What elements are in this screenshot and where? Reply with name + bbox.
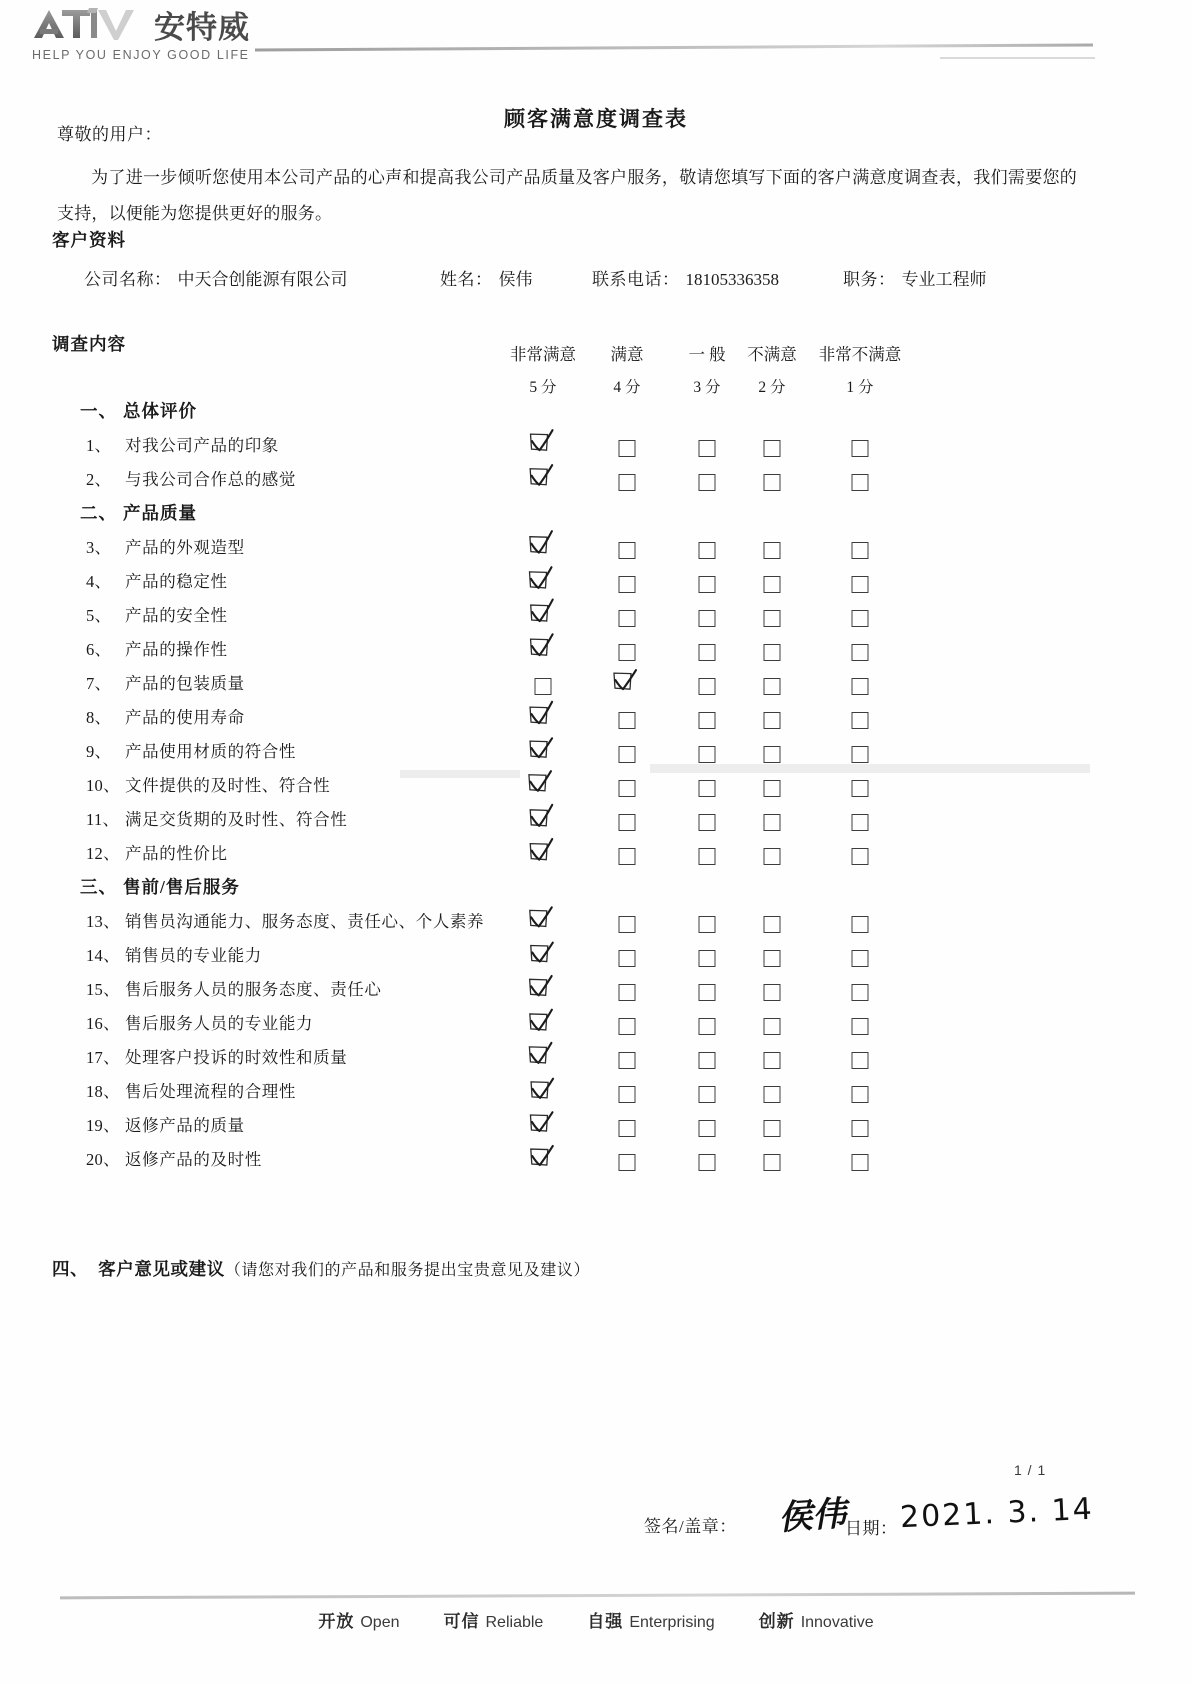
checkbox-empty[interactable] [852, 712, 869, 729]
scale-label-5: 非常不满意 [818, 345, 902, 364]
checkbox-empty[interactable] [619, 1052, 636, 1069]
checkbox-empty[interactable] [764, 746, 781, 763]
checkbox-checked[interactable] [525, 700, 561, 732]
field-contact-name-label: 姓名： [440, 270, 493, 289]
header-divider-secondary [940, 57, 1095, 59]
checkbox-empty[interactable] [619, 780, 636, 797]
checkbox-checked[interactable] [525, 598, 561, 630]
field-phone [592, 265, 779, 290]
field-job-title [843, 265, 987, 290]
intro-paragraph [57, 160, 1077, 232]
question-number: 10、 [86, 776, 120, 795]
checkbox-empty[interactable] [619, 542, 636, 559]
question-number: 5、 [86, 606, 112, 625]
question-number: 15、 [86, 980, 120, 999]
survey-group-title: 总体评价 [123, 401, 197, 421]
question-number: 16、 [86, 1014, 120, 1033]
question-text: 产品的稳定性 [125, 572, 228, 591]
checkbox-empty[interactable] [619, 746, 636, 763]
survey-question-row [0, 602, 1192, 636]
comments-section-title: 客户意见或建议 [98, 1259, 225, 1279]
question-number: 20、 [86, 1150, 120, 1169]
customer-info-row [0, 265, 1192, 293]
survey-question-row [0, 806, 1192, 840]
footer-item-cn: 自强 [587, 1612, 624, 1631]
checkbox-empty[interactable] [699, 712, 716, 729]
checkbox-empty[interactable] [764, 576, 781, 593]
survey-question-row [0, 1044, 1192, 1078]
survey-question-row [0, 1146, 1192, 1180]
logo-chinese-name: 安特威 [154, 10, 250, 46]
checkbox-empty[interactable] [699, 746, 716, 763]
checkbox-empty[interactable] [699, 916, 716, 933]
question-text: 对我公司产品的印象 [125, 436, 279, 455]
checkbox-empty[interactable] [619, 610, 636, 627]
survey-section-heading: 调查内容 [52, 334, 126, 354]
survey-question-row [0, 704, 1192, 738]
survey-question-row [0, 670, 1192, 704]
question-text: 满足交货期的及时性、符合性 [125, 810, 348, 829]
question-number: 19、 [86, 1116, 120, 1135]
checkbox-checked[interactable] [525, 938, 561, 970]
footer-divider [60, 1592, 1135, 1600]
survey-question-row [0, 1112, 1192, 1146]
question-number: 11、 [86, 810, 120, 829]
checkbox-empty[interactable] [619, 1120, 636, 1137]
question-text: 产品的操作性 [125, 640, 228, 659]
question-text: 产品的使用寿命 [125, 708, 245, 727]
survey-question-row [0, 908, 1192, 942]
checkbox-checked[interactable] [525, 836, 561, 868]
checkbox-empty[interactable] [852, 780, 869, 797]
question-number: 8、 [86, 708, 112, 727]
comments-section-hint: （请您对我们的产品和服务提出宝贵意见及建议） [224, 1262, 591, 1279]
survey-question-row [0, 942, 1192, 976]
checkbox-empty[interactable] [764, 916, 781, 933]
scan-artifact [650, 764, 1090, 773]
survey-group-number: 三、 [80, 877, 117, 897]
question-number: 12、 [86, 844, 120, 863]
question-number: 7、 [86, 674, 112, 693]
survey-question-row [0, 568, 1192, 602]
checkbox-checked[interactable] [525, 1006, 561, 1038]
question-text: 产品的包装质量 [125, 674, 245, 693]
checkbox-empty[interactable] [764, 644, 781, 661]
checkbox-empty[interactable] [699, 644, 716, 661]
checkbox-checked[interactable] [525, 734, 561, 766]
survey-group-title: 产品质量 [123, 503, 197, 523]
survey-question-row [0, 636, 1192, 670]
checkbox-checked[interactable] [525, 972, 561, 1004]
scale-point-3: 3 分 [693, 379, 721, 396]
question-text: 产品的性价比 [125, 844, 228, 863]
checkbox-empty[interactable] [699, 1154, 716, 1171]
question-text: 与我公司合作总的感觉 [125, 470, 296, 489]
survey-question-row [0, 772, 1192, 806]
scale-point-2: 4 分 [613, 379, 641, 396]
question-text: 销售员的专业能力 [125, 946, 262, 965]
scale-label-3: 一 般 [688, 345, 726, 364]
checkbox-empty[interactable] [764, 678, 781, 695]
checkbox-empty[interactable] [764, 814, 781, 831]
page-title: 顾客满意度调查表 [504, 107, 688, 131]
scale-label-4: 不满意 [747, 345, 797, 364]
checkbox-empty[interactable] [852, 644, 869, 661]
checkbox-checked[interactable] [525, 768, 561, 800]
question-text: 产品使用材质的符合性 [125, 742, 296, 761]
survey-question-row [0, 1078, 1192, 1112]
checkbox-empty[interactable] [619, 1018, 636, 1035]
checkbox-empty[interactable] [619, 848, 636, 865]
checkbox-empty[interactable] [699, 984, 716, 1001]
checkbox-empty[interactable] [852, 678, 869, 695]
checkbox-empty[interactable] [852, 984, 869, 1001]
survey-question-row [0, 976, 1192, 1010]
checkbox-empty[interactable] [699, 1120, 716, 1137]
checkbox-empty[interactable] [764, 848, 781, 865]
checkbox-checked[interactable] [525, 632, 561, 664]
footer-item-en: Open [360, 1614, 400, 1631]
question-number: 4、 [86, 572, 112, 591]
checkbox-empty[interactable] [699, 610, 716, 627]
survey-group-1 [0, 398, 1192, 432]
checkbox-empty[interactable] [619, 984, 636, 1001]
comments-section-heading [52, 1256, 590, 1281]
question-text: 返修产品的及时性 [125, 1150, 262, 1169]
checkbox-empty[interactable] [699, 440, 716, 457]
signature-value[interactable]: 侯伟 [776, 1493, 848, 1539]
scale-point-4: 2 分 [758, 379, 786, 396]
checkbox-empty[interactable] [764, 780, 781, 797]
checkbox-empty[interactable] [852, 950, 869, 967]
checkbox-checked[interactable] [525, 1040, 561, 1072]
question-text: 售后处理流程的合理性 [125, 1082, 296, 1101]
scan-artifact [400, 770, 520, 778]
scale-label-row [0, 341, 1192, 367]
checkbox-empty[interactable] [764, 610, 781, 627]
checkbox-empty[interactable] [699, 1052, 716, 1069]
question-number: 17、 [86, 1048, 120, 1067]
question-text: 处理客户投诉的时效性和质量 [125, 1048, 348, 1067]
field-company-label: 公司名称： [84, 270, 172, 289]
company-logo [32, 4, 262, 62]
checkbox-checked[interactable] [525, 1142, 561, 1174]
checkbox-empty[interactable] [764, 1120, 781, 1137]
survey-question-list [0, 398, 1192, 1180]
question-number: 14、 [86, 946, 120, 965]
checkbox-empty[interactable] [852, 1154, 869, 1171]
survey-group-number: 一、 [80, 401, 117, 421]
comments-input-area[interactable] [60, 1295, 1120, 1475]
signature-label: 签名/盖章： [644, 1517, 737, 1536]
checkbox-empty[interactable] [619, 440, 636, 457]
page-header [0, 0, 1192, 78]
checkbox-empty[interactable] [852, 1120, 869, 1137]
scale-point-1: 5 分 [529, 379, 557, 396]
footer-item-cn: 创新 [758, 1612, 795, 1631]
checkbox-empty[interactable] [764, 440, 781, 457]
checkbox-empty[interactable] [699, 780, 716, 797]
footer-item-en: Reliable [485, 1614, 544, 1631]
question-text: 产品的安全性 [125, 606, 228, 625]
comments-section-num: 四、 [52, 1259, 89, 1279]
salutation: 尊敬的用户： [57, 125, 162, 144]
scale-point-5: 1 分 [846, 379, 874, 396]
checkbox-empty[interactable] [764, 984, 781, 1001]
checkbox-empty[interactable] [852, 848, 869, 865]
field-contact-name-value[interactable]: 侯伟 [498, 270, 533, 289]
checkbox-empty[interactable] [852, 814, 869, 831]
footer-item-cn: 可信 [443, 1612, 480, 1631]
scale-label-2: 满意 [610, 345, 644, 364]
checkbox-checked[interactable] [525, 1074, 561, 1106]
checkbox-empty[interactable] [764, 950, 781, 967]
checkbox-empty[interactable] [699, 474, 716, 491]
checkbox-empty[interactable] [699, 678, 716, 695]
page-footer [0, 1607, 1192, 1632]
survey-group-3 [0, 874, 1192, 908]
question-text: 售后服务人员的专业能力 [125, 1014, 314, 1033]
field-company-value[interactable]: 中天合创能源有限公司 [177, 270, 348, 289]
question-number: 13、 [86, 912, 120, 931]
field-contact-name [440, 265, 533, 290]
checkbox-empty[interactable] [619, 1154, 636, 1171]
checkbox-empty[interactable] [699, 576, 716, 593]
footer-item-3 [587, 1607, 714, 1632]
question-text: 销售员沟通能力、服务态度、责任心、个人素养 [125, 912, 485, 931]
checkbox-empty[interactable] [764, 542, 781, 559]
checkbox-checked[interactable] [525, 904, 561, 936]
survey-question-row [0, 1010, 1192, 1044]
checkbox-empty[interactable] [852, 576, 869, 593]
question-number: 9、 [86, 742, 112, 761]
footer-item-cn: 开放 [318, 1612, 355, 1631]
footer-item-2 [444, 1607, 544, 1632]
footer-item-en: Innovative [800, 1614, 874, 1631]
checkbox-empty[interactable] [619, 950, 636, 967]
checkbox-checked[interactable] [609, 666, 645, 698]
checkbox-checked[interactable] [525, 530, 561, 562]
question-text: 售后服务人员的服务态度、责任心 [125, 980, 382, 999]
checkbox-empty[interactable] [852, 916, 869, 933]
field-job-title-label: 职务： [843, 270, 896, 289]
question-text: 返修产品的质量 [125, 1116, 245, 1135]
checkbox-checked[interactable] [525, 802, 561, 834]
checkbox-empty[interactable] [619, 1086, 636, 1103]
checkbox-empty[interactable] [699, 950, 716, 967]
checkbox-checked[interactable] [525, 1108, 561, 1140]
checkbox-empty[interactable] [619, 814, 636, 831]
logo-tagline: HELP YOU ENJOY GOOD LIFE [32, 48, 250, 62]
checkbox-empty[interactable] [699, 814, 716, 831]
checkbox-empty[interactable] [852, 1086, 869, 1103]
checkbox-empty[interactable] [764, 1052, 781, 1069]
question-number: 1、 [86, 436, 112, 455]
header-divider [255, 43, 1093, 51]
field-job-title-value[interactable]: 专业工程师 [901, 270, 987, 289]
checkbox-empty[interactable] [764, 1086, 781, 1103]
footer-item-en: Enterprising [629, 1614, 715, 1631]
question-text: 文件提供的及时性、符合性 [125, 776, 331, 795]
ativ-logo-icon [32, 4, 144, 44]
page-number: 1 / 1 [1014, 1462, 1047, 1478]
checkbox-empty[interactable] [699, 542, 716, 559]
checkbox-empty[interactable] [619, 576, 636, 593]
checkbox-empty[interactable] [852, 1052, 869, 1069]
checkbox-empty[interactable] [699, 1018, 716, 1035]
checkbox-empty[interactable] [619, 644, 636, 661]
checkbox-empty[interactable] [852, 542, 869, 559]
question-number: 2、 [86, 470, 112, 489]
footer-item-1 [318, 1607, 399, 1632]
question-text: 产品的外观造型 [125, 538, 245, 557]
checkbox-empty[interactable] [764, 1154, 781, 1171]
survey-group-number: 二、 [80, 503, 117, 523]
survey-question-row [0, 466, 1192, 500]
field-phone-value[interactable]: 18105336358 [685, 270, 779, 289]
checkbox-empty[interactable] [699, 1086, 716, 1103]
survey-group-2 [0, 500, 1192, 534]
footer-item-4 [759, 1607, 874, 1632]
checkbox-empty[interactable] [852, 610, 869, 627]
date-value[interactable]: 2021. 3. 14 [899, 1491, 1095, 1536]
checkbox-empty[interactable] [699, 848, 716, 865]
survey-question-row [0, 534, 1192, 568]
field-phone-label: 联系电话： [592, 270, 680, 289]
checkbox-empty[interactable] [852, 474, 869, 491]
field-company [84, 265, 348, 290]
survey-group-title: 售前/售后服务 [123, 877, 240, 897]
question-number: 18、 [86, 1082, 120, 1101]
intro-text: 为了进一步倾听您使用本公司产品的心声和提高我公司产品质量及客户服务，敬请您填写下面的客户满意度调查表，我们需要您的支持，以便能为您提供更好的服务。 [57, 168, 1077, 223]
checkbox-empty[interactable] [619, 916, 636, 933]
checkbox-empty[interactable] [764, 1018, 781, 1035]
checkbox-empty[interactable] [852, 746, 869, 763]
customer-section-heading: 客户资料 [52, 230, 126, 250]
survey-question-row [0, 432, 1192, 466]
checkbox-empty[interactable] [619, 474, 636, 491]
checkbox-empty[interactable] [852, 1018, 869, 1035]
checkbox-empty[interactable] [535, 678, 552, 695]
question-number: 3、 [86, 538, 112, 557]
signature-row [0, 1491, 1192, 1558]
question-number: 6、 [86, 640, 112, 659]
scale-label-1: 非常满意 [510, 345, 576, 364]
checkbox-checked[interactable] [525, 428, 561, 460]
checkbox-empty[interactable] [619, 712, 636, 729]
survey-question-row [0, 840, 1192, 874]
checkbox-checked[interactable] [525, 462, 561, 494]
checkbox-empty[interactable] [764, 712, 781, 729]
checkbox-checked[interactable] [525, 564, 561, 596]
checkbox-empty[interactable] [852, 440, 869, 457]
date-label: 日期： [845, 1519, 898, 1538]
checkbox-empty[interactable] [764, 474, 781, 491]
